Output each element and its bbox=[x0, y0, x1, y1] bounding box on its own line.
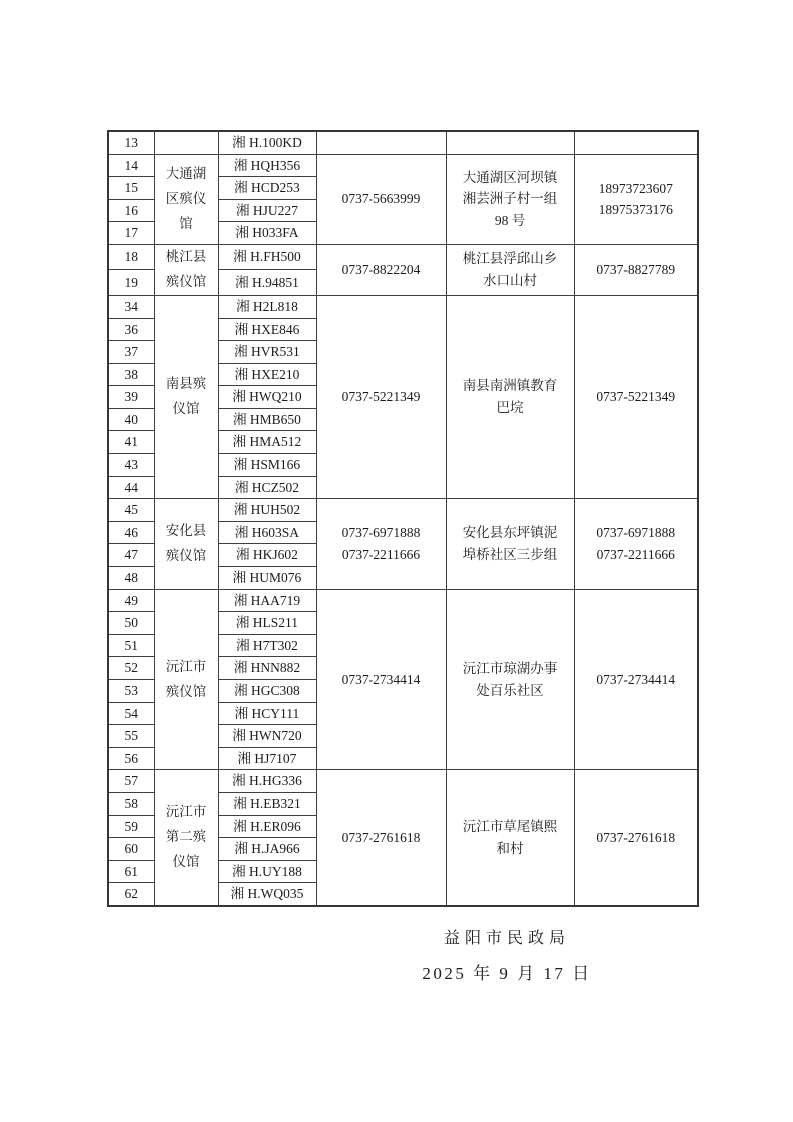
plate-cell: 湘 HLS211 bbox=[218, 612, 316, 635]
plate-cell: 湘 HMB650 bbox=[218, 408, 316, 431]
row-number-cell: 14 bbox=[108, 154, 154, 177]
phone-cell bbox=[316, 131, 446, 154]
plate-cell: 湘 HUM076 bbox=[218, 567, 316, 590]
row-number-cell: 48 bbox=[108, 567, 154, 590]
plate-cell: 湘 H.WQ035 bbox=[218, 883, 316, 906]
vehicle-table bbox=[107, 130, 699, 907]
address-cell: 桃江县浮邱山乡 水口山村 bbox=[446, 244, 574, 295]
plate-cell: 湘 HCD253 bbox=[218, 177, 316, 200]
plate-cell: 湘 HVR531 bbox=[218, 341, 316, 364]
plate-cell: 湘 HXE846 bbox=[218, 318, 316, 341]
row-number-cell: 51 bbox=[108, 634, 154, 657]
plate-cell: 湘 H.ER096 bbox=[218, 815, 316, 838]
plate-cell: 湘 HXE210 bbox=[218, 363, 316, 386]
row-number-cell: 34 bbox=[108, 295, 154, 318]
plate-cell: 湘 HUH502 bbox=[218, 499, 316, 522]
contact-cell: 0737-2761618 bbox=[574, 770, 698, 906]
plate-cell: 湘 H.HG336 bbox=[218, 770, 316, 793]
row-number-cell: 19 bbox=[108, 270, 154, 295]
plate-cell: 湘 HKJ602 bbox=[218, 544, 316, 567]
phone-cell: 0737-6971888 0737-2211666 bbox=[316, 499, 446, 589]
row-number-cell: 16 bbox=[108, 199, 154, 222]
plate-cell: 湘 H.FH500 bbox=[218, 244, 316, 269]
table-row bbox=[108, 154, 698, 177]
row-number-cell: 58 bbox=[108, 792, 154, 815]
facility-cell: 南县殡 仪馆 bbox=[154, 295, 218, 498]
row-number-cell: 44 bbox=[108, 476, 154, 499]
plate-cell: 湘 H603SA bbox=[218, 521, 316, 544]
plate-cell: 湘 HSM166 bbox=[218, 454, 316, 477]
contact-cell bbox=[574, 131, 698, 154]
plate-cell: 湘 H2L818 bbox=[218, 295, 316, 318]
facility-cell: 安化县 殡仪馆 bbox=[154, 499, 218, 589]
address-cell: 沅江市草尾镇熙 和村 bbox=[446, 770, 574, 906]
contact-cell: 0737-5221349 bbox=[574, 295, 698, 498]
phone-cell: 0737-8822204 bbox=[316, 244, 446, 295]
facility-cell bbox=[154, 131, 218, 154]
address-cell: 安化县东坪镇泥 埠桥社区三步组 bbox=[446, 499, 574, 589]
phone-cell: 0737-5663999 bbox=[316, 154, 446, 244]
row-number-cell: 17 bbox=[108, 222, 154, 245]
plate-cell: 湘 HCY111 bbox=[218, 702, 316, 725]
row-number-cell: 55 bbox=[108, 725, 154, 748]
row-number-cell: 45 bbox=[108, 499, 154, 522]
table-row bbox=[108, 295, 698, 318]
row-number-cell: 53 bbox=[108, 680, 154, 703]
row-number-cell: 18 bbox=[108, 244, 154, 269]
facility-cell: 大通湖 区殡仪 馆 bbox=[154, 154, 218, 244]
table-row bbox=[108, 499, 698, 522]
plate-cell: 湘 HNN882 bbox=[218, 657, 316, 680]
table-row bbox=[108, 244, 698, 269]
plate-cell: 湘 HWQ210 bbox=[218, 386, 316, 409]
issue-date: 2025 年 9 月 17 日 bbox=[422, 964, 592, 983]
plate-cell: 湘 HWN720 bbox=[218, 725, 316, 748]
plate-cell: 湘 HAA719 bbox=[218, 589, 316, 612]
phone-cell: 0737-2734414 bbox=[316, 589, 446, 770]
facility-cell: 桃江县 殡仪馆 bbox=[154, 244, 218, 295]
row-number-cell: 46 bbox=[108, 521, 154, 544]
row-number-cell: 47 bbox=[108, 544, 154, 567]
row-number-cell: 56 bbox=[108, 747, 154, 770]
row-number-cell: 50 bbox=[108, 612, 154, 635]
contact-cell: 0737-6971888 0737-2211666 bbox=[574, 499, 698, 589]
phone-cell: 0737-2761618 bbox=[316, 770, 446, 906]
plate-cell: 湘 HQH356 bbox=[218, 154, 316, 177]
facility-cell: 沅江市 殡仪馆 bbox=[154, 589, 218, 770]
plate-cell: 湘 H.JA966 bbox=[218, 838, 316, 861]
plate-cell: 湘 H033FA bbox=[218, 222, 316, 245]
issuer-signature: 益阳市民政局 bbox=[443, 930, 570, 947]
address-cell: 大通湖区河坝镇 湘芸洲子村一组 98 号 bbox=[446, 154, 574, 244]
row-number-cell: 40 bbox=[108, 408, 154, 431]
row-number-cell: 54 bbox=[108, 702, 154, 725]
row-number-cell: 38 bbox=[108, 363, 154, 386]
row-number-cell: 41 bbox=[108, 431, 154, 454]
row-number-cell: 15 bbox=[108, 177, 154, 200]
vehicle-table-body bbox=[108, 131, 698, 906]
plate-cell: 湘 H7T302 bbox=[218, 634, 316, 657]
contact-cell: 0737-2734414 bbox=[574, 589, 698, 770]
plate-cell: 湘 HJU227 bbox=[218, 199, 316, 222]
row-number-cell: 49 bbox=[108, 589, 154, 612]
contact-cell: 18973723607 18975373176 bbox=[574, 154, 698, 244]
contact-cell: 0737-8827789 bbox=[574, 244, 698, 295]
plate-cell: 湘 H.94851 bbox=[218, 270, 316, 295]
table-row bbox=[108, 131, 698, 154]
row-number-cell: 43 bbox=[108, 454, 154, 477]
plate-cell: 湘 H.EB321 bbox=[218, 792, 316, 815]
row-number-cell: 52 bbox=[108, 657, 154, 680]
phone-cell: 0737-5221349 bbox=[316, 295, 446, 498]
address-cell bbox=[446, 131, 574, 154]
plate-cell: 湘 HGC308 bbox=[218, 680, 316, 703]
address-cell: 沅江市琼湖办事 处百乐社区 bbox=[446, 589, 574, 770]
row-number-cell: 60 bbox=[108, 838, 154, 861]
plate-cell: 湘 HMA512 bbox=[218, 431, 316, 454]
row-number-cell: 37 bbox=[108, 341, 154, 364]
row-number-cell: 36 bbox=[108, 318, 154, 341]
address-cell: 南县南洲镇教育 巴垸 bbox=[446, 295, 574, 498]
row-number-cell: 57 bbox=[108, 770, 154, 793]
facility-cell: 沅江市 第二殡 仪馆 bbox=[154, 770, 218, 906]
row-number-cell: 13 bbox=[108, 131, 154, 154]
row-number-cell: 61 bbox=[108, 860, 154, 883]
row-number-cell: 62 bbox=[108, 883, 154, 906]
plate-cell: 湘 H.100KD bbox=[218, 131, 316, 154]
plate-cell: 湘 HJ7107 bbox=[218, 747, 316, 770]
plate-cell: 湘 H.UY188 bbox=[218, 860, 316, 883]
plate-cell: 湘 HCZ502 bbox=[218, 476, 316, 499]
table-row bbox=[108, 770, 698, 793]
row-number-cell: 39 bbox=[108, 386, 154, 409]
table-row bbox=[108, 589, 698, 612]
row-number-cell: 59 bbox=[108, 815, 154, 838]
